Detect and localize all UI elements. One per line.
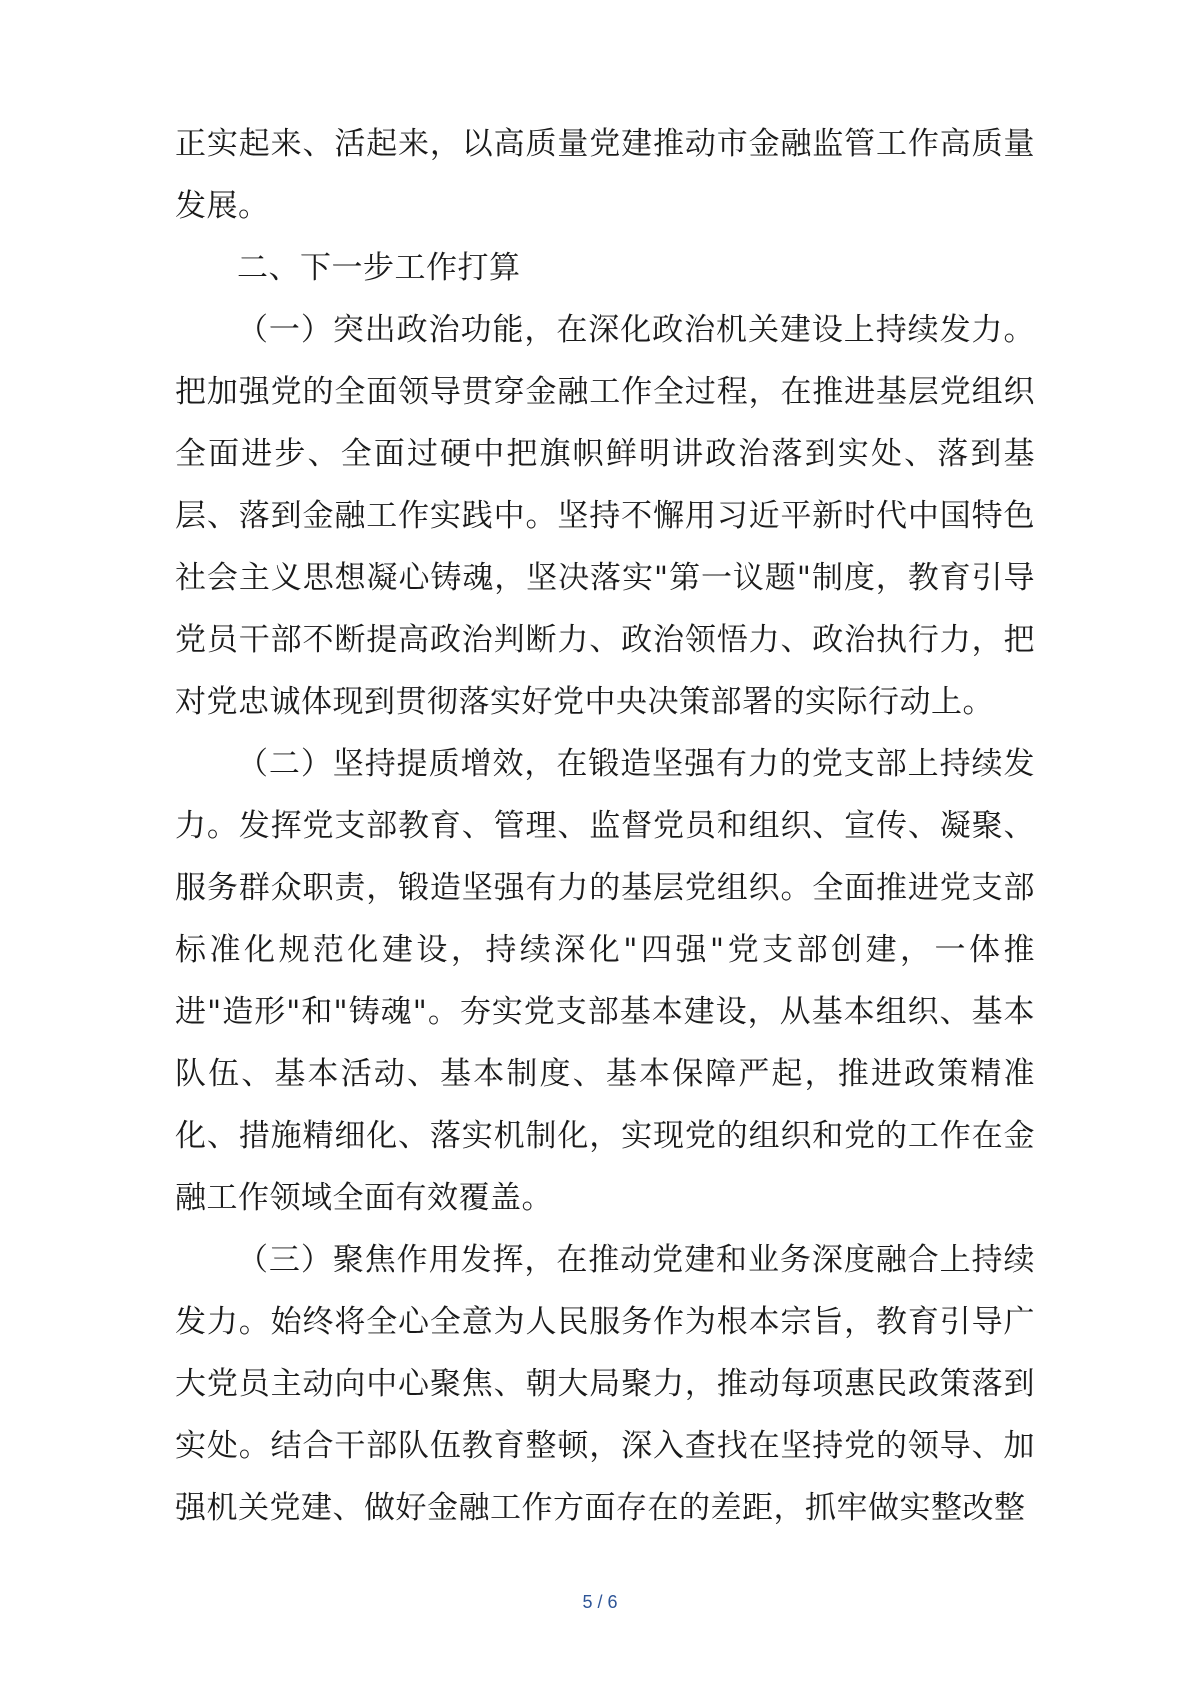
document-body xyxy=(175,113,1035,1539)
paragraph-item-1: （一）突出政治功能，在深化政治机关建设上持续发力。把加强党的全面领导贯穿金融工作全过程，在推进基层党组织全面进步、全面过硬中把旗帜鲜明讲政治落到实处、落到基层、落到金融工作实践中。坚持不懈用习近平新时代中国特色社会主义思想凝心铸魂，坚决落实"第一议题"制度，教育引导党员干部不断提高政治判断力、政治领悟力、政治执行力，把对党忠诚体现到贯彻落实好党中央决策部署的实际行动上。 xyxy=(175,312,1035,720)
section-heading: 二、下一步工作打算 xyxy=(237,250,521,286)
paragraph-continuation: 正实起来、活起来，以高质量党建推动市金融监管工作高质量发展。 xyxy=(175,126,1035,224)
paragraph-item-2: （二）坚持提质增效，在锻造坚强有力的党支部上持续发力。发挥党支部教育、管理、监督党员和组织、宣传、凝聚、服务群众职责，锻造坚强有力的基层党组织。全面推进党支部标准化规范化建设，持续深化"四强"党支部创建，一体推进"造形"和"铸魂"。夯实党支部基本建设，从基本组织、基本队伍、基本活动、基本制度、基本保障严起，推进政策精准化、措施精细化、落实机制化，实现党的组织和党的工作在金融工作领域全面有效覆盖。 xyxy=(175,746,1035,1216)
paragraph-item-3: （三）聚焦作用发挥，在推动党建和业务深度融合上持续发力。始终将全心全意为人民服务作为根本宗旨，教育引导广大党员主动向中心聚焦、朝大局聚力，推动每项惠民政策落到实处。结合干部队伍教育整顿，深入查找在坚持党的领导、加强机关党建、做好金融工作方面存在的差距，抓牢做实整改整 xyxy=(175,1242,1035,1526)
page-number: 5 / 6 xyxy=(582,1592,618,1612)
